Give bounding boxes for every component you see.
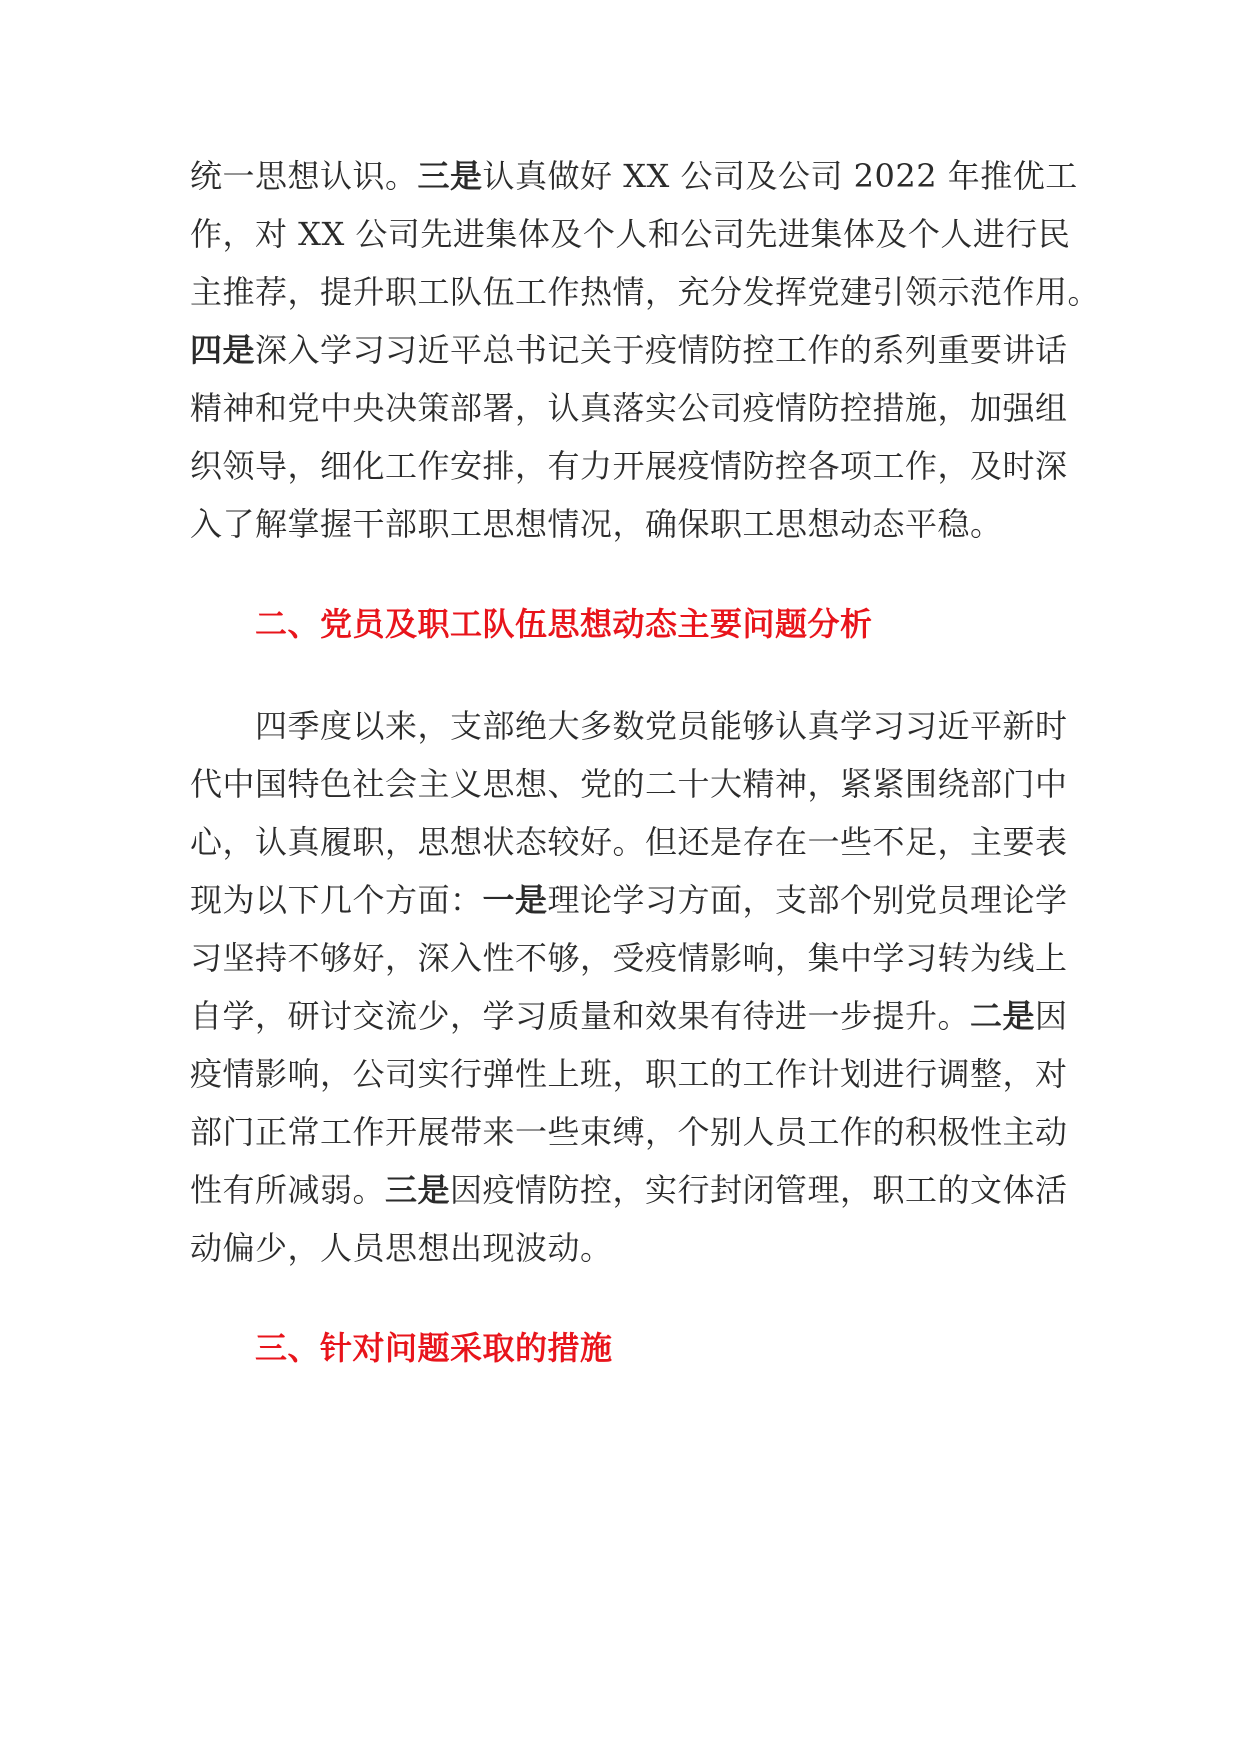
paragraph2-line7: 疫情影响，公司实行弹性上班，职工的工作计划进行调整，对 xyxy=(190,1055,1068,1093)
emphasis-text: 四是 xyxy=(190,331,256,369)
paragraph2-line6 xyxy=(190,996,1068,1036)
paragraph2-line1: 四季度以来，支部绝大多数党员能够认真学习习近平新时 xyxy=(255,707,1068,745)
text-run: 深入学习习近平总书记关于疫情防控工作的系列重要讲话 xyxy=(255,331,1068,369)
text-run: 性有所减弱。 xyxy=(190,1171,386,1209)
emphasis-text: 一是 xyxy=(482,881,548,919)
paragraph1-line7: 入了解掌握干部职工思想情况，确保职工思想动态平稳。 xyxy=(190,505,1003,543)
emphasis-text: 三是 xyxy=(385,1171,451,1209)
paragraph1-line6: 织领导，细化工作安排，有力开展疫情防控各项工作，及时深 xyxy=(190,447,1068,485)
text-run: 因 xyxy=(1035,997,1068,1035)
paragraph2-line9 xyxy=(190,1170,1068,1210)
paragraph1-line1 xyxy=(190,156,1078,196)
paragraph1-line5: 精神和党中央决策部署，认真落实公司疫情防控措施，加强组 xyxy=(190,389,1068,427)
text-run: 理论学习方面，支部个别党员理论学 xyxy=(547,881,1068,919)
text-run: 因疫情防控，实行封闭管理，职工的文体活 xyxy=(450,1171,1068,1209)
text-run: 统一思想认识。 xyxy=(190,157,418,195)
section-heading-2: 二、党员及职工队伍思想动态主要问题分析 xyxy=(255,605,873,643)
paragraph2-line2: 代中国特色社会主义思想、党的二十大精神，紧紧围绕部门中 xyxy=(190,765,1068,803)
paragraph2-line5: 习坚持不够好，深入性不够，受疫情影响，集中学习转为线上 xyxy=(190,939,1068,977)
paragraph2-line8: 部门正常工作开展带来一些束缚，个别人员工作的积极性主动 xyxy=(190,1113,1068,1151)
paragraph2-line10: 动偏少，人员思想出现波动。 xyxy=(190,1229,613,1267)
text-run: 自学，研讨交流少，学习质量和效果有待进一步提升。 xyxy=(190,997,971,1035)
paragraph1-line4 xyxy=(190,330,1068,370)
section-heading-3: 三、针对问题采取的措施 xyxy=(255,1329,613,1367)
text-run: 现为以下几个方面： xyxy=(190,881,483,919)
paragraph1-line3: 主推荐，提升职工队伍工作热情，充分发挥党建引领示范作用。 xyxy=(190,273,1101,311)
paragraph2-line3: 心，认真履职，思想状态较好。但还是存在一些不足，主要表 xyxy=(190,823,1068,861)
paragraph2-line4 xyxy=(190,880,1068,920)
emphasis-text: 二是 xyxy=(970,997,1036,1035)
emphasis-text: 三是 xyxy=(417,157,483,195)
paragraph1-line2: 作，对 XX 公司先进集体及个人和公司先进集体及个人进行民 xyxy=(190,215,1071,253)
text-run: 认真做好 XX 公司及公司 2022 年推优工 xyxy=(482,157,1078,195)
